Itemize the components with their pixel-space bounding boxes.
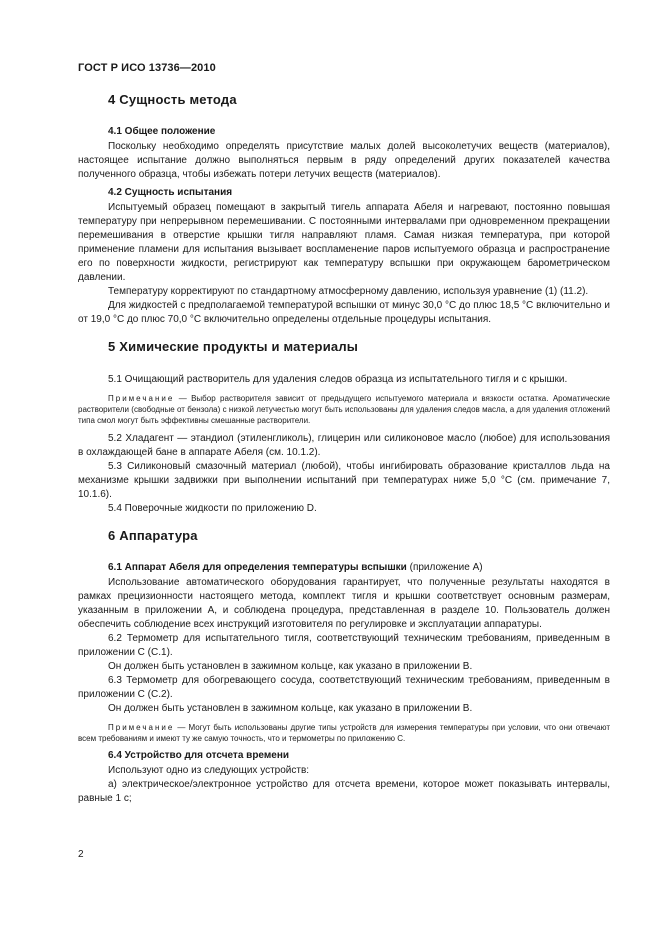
section-5-3-paragraph: 5.3 Силиконовый смазочный материал (любой), чтобы ингибировать образование кристаллов льда на механизме крышки задвижки при выполнении испытаний при температурах ниже 5,0 °С (см. примечание 7, 10.1.6).	[78, 461, 610, 500]
section-4-2-paragraph-2: Температуру корректируют по стандартному атмосферному давлению, используя уравнение (1) (11.2).	[108, 286, 589, 297]
section-4-1-paragraph: Поскольку необходимо определять присутствие малых долей высоколетучих веществ (материалов), настоящее испытание должно выполняться первым в ряду определений других показателей качества полученного образца, чтобы избежать потери летучих веществ (материалов).	[78, 141, 610, 180]
page-number: 2	[78, 849, 84, 860]
section-5-note	[78, 393, 610, 426]
document-page	[78, 62, 610, 806]
section-6-4-paragraph-1: Используют одно из следующих устройств:	[108, 765, 310, 776]
section-6-2-mount-paragraph: Он должен быть установлен в зажимном кольце, как указано в приложении В.	[108, 661, 473, 672]
section-6-3-paragraph: 6.3 Термометр для обогревающего сосуда, соответствующий техническим требованиям, приведенным в приложении С (С.2).	[78, 675, 610, 700]
section-6-1-title	[108, 562, 610, 573]
note-label: Примечание	[108, 723, 175, 732]
note-text: — Могут быть использованы другие типы устройств для измерения температуры при условии, что они отвечают всем требованиям и имеют ту же самую точность, что и термометры по приложению С.	[78, 723, 610, 743]
section-4-2-paragraph-1: Испытуемый образец помещают в закрытый тигель аппарата Абеля и нагревают, постоянно повышая температуру при непрерывном перемешивании. С постоянными интервалами при одновременном прекращении перемешивания в отверстие крышки тигля направляют пламя. Самая низкая температура, при которой применение пламени для испытания вызывает воспламенение паров испытуемого образца и распространение его по поверхности жидкости, регистрируют как температуру вспышки при окружающем барометрическом давлении.	[78, 202, 610, 283]
section-6-3-mount-paragraph: Он должен быть установлен в зажимном кольце, как указано в приложении В.	[108, 703, 473, 714]
section-6-4-paragraph-2: а) электрическое/электронное устройство для отсчета времени, которое может показывать интервалы, равные 1 с;	[78, 779, 610, 804]
section-6-2-paragraph: 6.2 Термометр для испытательного тигля, соответствующий техническим требованиям, приведенным в приложении С (С.1).	[78, 633, 610, 658]
section-4-title: 4 Сущность метода	[108, 92, 237, 107]
document-header: ГОСТ Р ИСО 13736—2010	[78, 62, 216, 74]
section-6-title: 6 Аппаратура	[108, 528, 198, 543]
section-4-2-title: 4.2 Сущность испытания	[108, 187, 233, 198]
section-5-title: 5 Химические продукты и материалы	[108, 339, 359, 354]
section-5-4-paragraph: 5.4 Поверочные жидкости по приложению D.	[108, 503, 317, 514]
section-5-2-paragraph: 5.2 Хладагент — этандиол (этиленгликоль), глицерин или силиконовое масло (любое) для использования в охлаждающей бане в аппарате Абеля (см. 10.1.2).	[78, 433, 610, 458]
section-6-note	[78, 722, 610, 744]
section-5-1-paragraph: 5.1 Очищающий растворитель для удаления следов образца из испытательного тигля и с крышки.	[108, 374, 568, 385]
section-6-1-title-bold: 6.1 Аппарат Абеля для определения температуры вспышки	[108, 562, 407, 573]
section-6-1-paragraph: Использование автоматического оборудования гарантирует, что полученные результаты находятся в рамках прецизионности настоящего метода, комплект тигля и крышки соответствует основным размерам, указанным в приложении А, и соблюдена процедура, представленная в разделе 10. Пользователь должен обеспечить соблюдение всех инструкций изготовителя по регулировке и эксплуатации аппаратуры.	[78, 577, 610, 630]
section-6-4-title: 6.4 Устройство для отсчета времени	[108, 750, 290, 761]
note-text: — Выбор растворителя зависит от предыдущего испытуемого материала и вязкости остатка. Ароматические растворители (свободные от бензола) с низкой летучестью могут быть использованы для удаления следов масла, а для удаления отложений типа смол могут быть эффективны смешанные растворители.	[78, 394, 610, 425]
note-label: Примечание	[108, 394, 175, 403]
section-6-1-title-suffix: (приложение А)	[406, 562, 483, 573]
section-4-2-paragraph-3: Для жидкостей с предполагаемой температурой вспышки от минус 30,0 °С до плюс 18,5 °С включительно и от 19,0 °С до плюс 70,0 °С включительно определены отдельные процедуры испытания.	[78, 300, 610, 325]
section-4-1-title: 4.1 Общее положение	[108, 126, 216, 137]
